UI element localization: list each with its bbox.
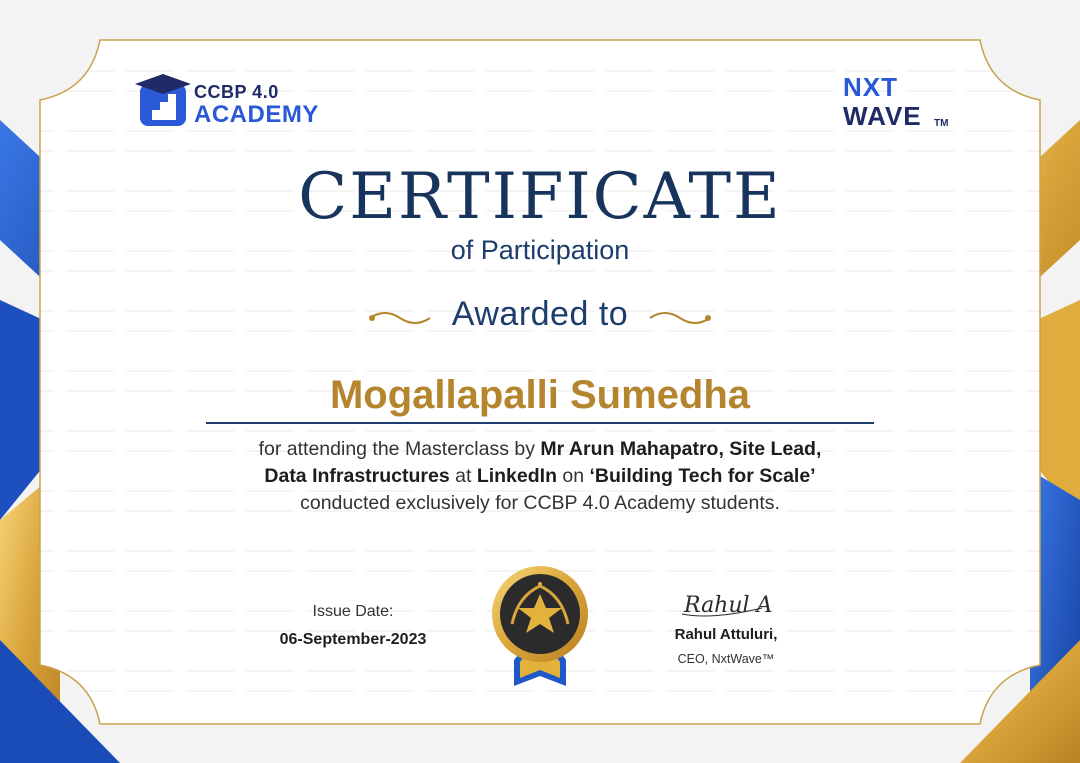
body-text-3: on — [556, 465, 590, 487]
issue-date-label: Issue Date: — [312, 603, 394, 620]
body-bold-team: Data Infrastructures — [264, 465, 450, 487]
graduation-cap-stairs-icon — [135, 74, 191, 126]
nxtwave-logo-line2: WAVE — [843, 101, 922, 131]
body-bold-company: LinkedIn — [476, 465, 557, 487]
body-text-4: conducted exclusively for CCBP 4.0 Academy students. — [300, 492, 780, 514]
body-bold-speaker: Mr Arun Mahapatro, Site Lead, — [540, 438, 822, 460]
issue-date-value: 06-September-2023 — [279, 631, 427, 648]
recipient-name: Mogallapalli Sumedha — [329, 373, 751, 417]
nxtwave-trademark: TM — [934, 118, 949, 129]
certificate-title: CERTIFICATE — [298, 160, 782, 234]
body-bold-topic: ‘Building Tech for Scale’ — [589, 465, 816, 487]
certificate-subtitle: of Participation — [450, 235, 630, 265]
awarded-to-label: Awarded to — [451, 295, 629, 333]
recipient-underline — [206, 422, 874, 424]
nxtwave-logo-line1: NXT — [843, 72, 898, 102]
body-text-1: for attending the Masterclass by — [258, 438, 541, 460]
academy-logo-line2: ACADEMY — [194, 101, 319, 128]
signer-name: Rahul Attuluri, — [674, 626, 778, 643]
svg-text:Rahul A: Rahul A — [684, 593, 773, 618]
signature — [676, 584, 776, 624]
body-text-2: at — [449, 465, 477, 487]
academy-logo-line1: CCBP 4.0 — [194, 82, 279, 102]
certificate-body — [180, 436, 900, 517]
signer-title: CEO, NxtWave™ — [677, 652, 775, 666]
